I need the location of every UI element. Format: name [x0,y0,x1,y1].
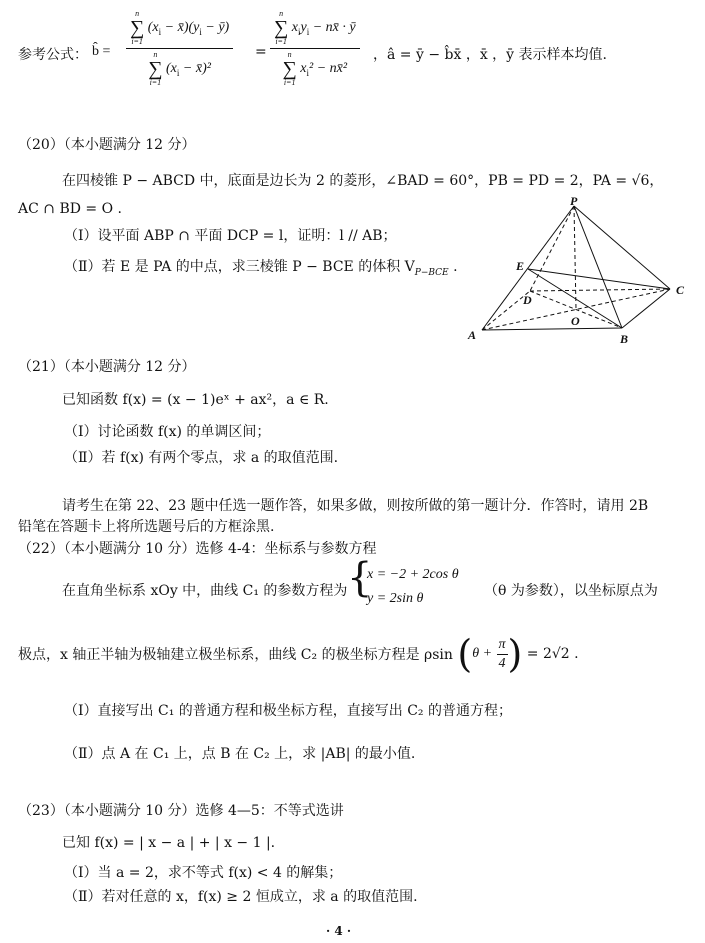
left-paren-icon: ( [457,632,473,676]
notice-line2: 铅笔在答题卡上将所选题号后的方框涂黑. [18,519,275,535]
q21-part2: （Ⅱ）若 f(x) 有两个零点，求 a 的取值范围. [64,450,339,466]
q21-line1: 已知函数 f(x) = (x − 1)eˣ + ax²，a ∈ R. [62,392,329,408]
q22-header: （22）（本小题满分 10 分）选修 4-4：坐标系与参数方程 [18,541,377,557]
q22-part2: （Ⅱ）点 A 在 C₁ 上，点 B 在 C₂ 上，求 |AB| 的最小值. [64,746,416,762]
label-O: O [571,314,580,328]
label-E: E [516,259,525,273]
edge-PC [574,206,670,289]
q22-line2: 极点，x 轴正半轴为极轴建立极坐标系，曲线 C₂ 的极坐标方程是 ρsin (θ + $\frac{\pi}{4}$ ) = 2√2 . [18,632,579,676]
fraction-2-numerator: n ∑ i=1 $x_iy_i$ − nx̄ · ȳ [270,10,360,49]
label-A: A [468,328,477,342]
q22-eq1: x = −2 + 2cos θ [367,567,459,582]
edge-DC [530,289,670,291]
sigma-icon: n ∑ i=1 [274,9,289,46]
formula-tail: ，â = ȳ − b̂x̄ ，x̄ ，ȳ 表示样本均值. [373,47,607,63]
b-hat-symbol: b̂ = [92,44,111,59]
q22-param: （θ 为参数），以坐标原点为 [484,583,658,599]
label-P: P [570,196,578,208]
q21-part1: （Ⅰ）讨论函数 f(x) 的单调区间； [64,424,271,440]
q20-part1: （Ⅰ）设平面 ABP ∩ 平面 DCP = l，证明：l // AB； [64,228,397,244]
q20-line2: AC ∩ BD = O . [18,201,122,217]
q20-header: （20）（本小题满分 12 分） [18,137,196,153]
left-brace-icon: { [347,555,373,601]
edge-PB [574,206,622,328]
edge-PA [482,206,574,330]
q23-line1: 已知 f(x) = | x − a | + | x − 1 |. [62,835,276,851]
page-number: · 4 · [326,924,352,938]
q22-part1: （Ⅰ）直接写出 C₁ 的普通方程和极坐标方程，直接写出 C₂ 的普通方程； [64,703,512,719]
label-D: D [523,293,532,307]
q23-part1: （Ⅰ）当 a = 2，求不等式 f(x) < 4 的解集； [64,865,343,881]
q22-intro: 在直角坐标系 xOy 中，曲线 C₁ 的参数方程为 [62,583,348,599]
edge-EC [528,269,670,289]
q20-part2: （Ⅱ）若 E 是 PA 的中点，求三棱锥 P − BCE 的体积 $V_{P-BCE}$ . [64,259,458,278]
edge-PO [574,206,576,309]
fraction-1-denominator: n ∑ i=1 ($x_i$ − x̄)² [148,50,211,87]
sigma-icon: n ∑ i=1 [148,50,163,87]
pi-over-four-fraction: $\frac{\pi}{4}$ [498,636,506,671]
q23-header: （23）（本小题满分 10 分）选修 4—5：不等式选讲 [18,803,344,819]
sigma-icon: n ∑ i=1 [130,9,145,46]
formula-fraction-2 [270,10,360,87]
pyramid-figure [464,196,694,346]
edge-BC [622,289,670,328]
fraction-1-numerator: n ∑ i=1 ($x_i$ − $x̄)(y_i$ − ȳ) [126,10,233,49]
edge-PD [530,206,574,291]
label-B: B [620,332,629,346]
label-C: C [676,283,685,297]
formula-label: 参考公式： [18,47,88,63]
fraction-2-denominator: n ∑ i=1 $x_i^2$ − nx̄² [282,50,348,87]
right-paren-icon: ) [507,632,523,676]
formula-row [18,10,698,100]
formula-fraction-1 [126,10,233,87]
notice-line1: 请考生在第 22、23 题中任选一题作答，如果多做，则按所做的第一题计分．作答时，请用 2B [62,498,649,514]
q23-part2: （Ⅱ）若对任意的 x，f(x) ≥ 2 恒成立，求 a 的取值范围. [64,889,418,905]
q22-eq2: y = 2sin θ [367,591,424,606]
q21-header: （21）（本小题满分 12 分） [18,359,196,375]
edge-AB [482,328,622,330]
q20-line1: 在四棱锥 P − ABCD 中，底面是边长为 2 的菱形，∠BAD = 60°，PB = PD = 2，PA = √6， [62,173,664,189]
sigma-icon: n ∑ i=1 [282,50,297,87]
equals-sign: = [255,44,267,60]
